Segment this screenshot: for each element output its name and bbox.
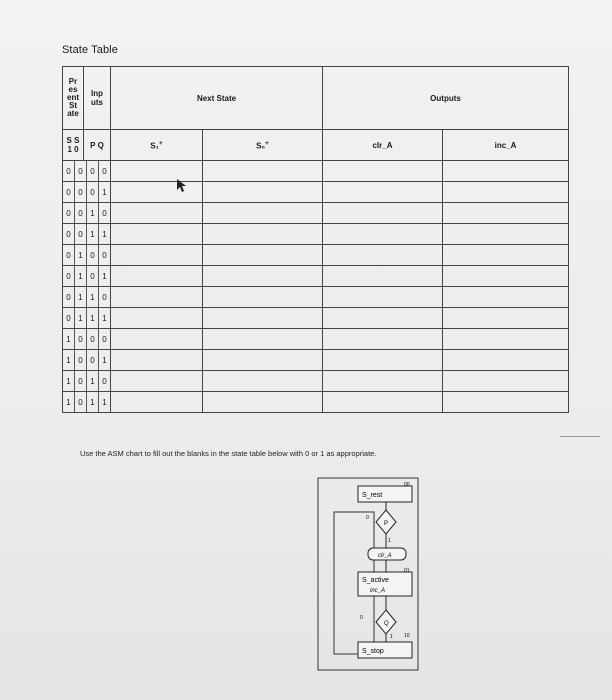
bit-value: 1 xyxy=(87,224,99,244)
bit-value: 0 xyxy=(75,329,87,349)
svg-text:0: 0 xyxy=(360,615,363,621)
svg-text:S_stop: S_stop xyxy=(362,648,384,655)
s0-next-cell[interactable] xyxy=(203,308,323,329)
page-title: State Table xyxy=(62,44,118,56)
state-input-bits xyxy=(63,371,111,392)
bit-value: 0 xyxy=(102,166,107,176)
s1-next-cell[interactable] xyxy=(111,287,203,308)
bit-value: 0 xyxy=(87,182,99,202)
clr-a-cell[interactable] xyxy=(323,203,443,224)
bit-value: 0 xyxy=(102,334,107,344)
s0-next-cell[interactable] xyxy=(203,203,323,224)
clr-a-cell[interactable] xyxy=(323,350,443,371)
s1-next-cell[interactable] xyxy=(111,392,203,413)
svg-text:Q: Q xyxy=(384,621,389,627)
clr-a-cell[interactable] xyxy=(323,266,443,287)
bit-value: 0 xyxy=(63,203,75,223)
bit-value: 0 xyxy=(75,182,87,202)
s0-next-cell[interactable] xyxy=(203,161,323,182)
table-row xyxy=(63,329,569,350)
inc-a-cell[interactable] xyxy=(443,350,569,371)
bit-value: 0 xyxy=(87,266,99,286)
inc-a-cell[interactable] xyxy=(443,308,569,329)
edge-mark xyxy=(560,436,600,441)
svg-text:clr_A: clr_A xyxy=(378,553,392,559)
bit-value: 1 xyxy=(63,329,75,349)
clr-a-header: clr_A xyxy=(323,130,443,161)
clr-a-cell[interactable] xyxy=(323,224,443,245)
inputs-header: Inp uts xyxy=(91,89,103,107)
header-state-inputs xyxy=(63,67,111,130)
mouse-cursor-icon xyxy=(176,178,190,194)
bit-value: 0 xyxy=(63,308,75,328)
outputs-header: Outputs xyxy=(323,67,569,130)
s0-next-cell[interactable] xyxy=(203,182,323,203)
svg-text:01: 01 xyxy=(404,568,410,574)
clr-a-cell[interactable] xyxy=(323,287,443,308)
inc-a-cell[interactable] xyxy=(443,266,569,287)
s0-next-header: S₀+ xyxy=(203,130,323,161)
bit-value: 0 xyxy=(75,371,87,391)
bit-value: 1 xyxy=(102,271,107,281)
state-input-bits xyxy=(63,350,111,371)
s1-next-cell[interactable] xyxy=(111,371,203,392)
s0-next-cell[interactable] xyxy=(203,266,323,287)
inc-a-cell[interactable] xyxy=(443,161,569,182)
inc-a-cell[interactable] xyxy=(443,245,569,266)
bit-value: 0 xyxy=(75,224,87,244)
bit-value: 0 xyxy=(102,376,107,386)
clr-a-cell[interactable] xyxy=(323,161,443,182)
bit-value: 0 xyxy=(87,161,99,181)
s-rest-label: S_rest xyxy=(362,492,383,499)
clr-a-cell[interactable] xyxy=(323,308,443,329)
bit-value: 1 xyxy=(87,308,99,328)
bit-value: 1 xyxy=(75,308,87,328)
bit-value: 0 xyxy=(63,224,75,244)
clr-a-cell[interactable] xyxy=(323,371,443,392)
s1-next-cell[interactable] xyxy=(111,203,203,224)
bit-value: 1 xyxy=(102,313,107,323)
s0-next-cell[interactable] xyxy=(203,329,323,350)
s0-next-cell[interactable] xyxy=(203,245,323,266)
state-input-bits xyxy=(63,182,111,203)
bit-value: 0 xyxy=(75,392,87,412)
clr-a-cell[interactable] xyxy=(323,245,443,266)
s1-next-cell[interactable] xyxy=(111,266,203,287)
svg-text:S_active: S_active xyxy=(362,577,389,584)
inc-a-cell[interactable] xyxy=(443,392,569,413)
bit-value: 1 xyxy=(102,397,107,407)
instructions-text: Use the ASM chart to fill out the blanks in the state table below with 0 or 1 as appropriate. xyxy=(80,449,377,458)
svg-text:P: P xyxy=(384,521,389,527)
bit-value: 0 xyxy=(63,161,75,181)
bit-value: 0 xyxy=(102,292,107,302)
table-row xyxy=(63,161,569,182)
bit-value: 0 xyxy=(63,245,75,265)
s1-next-cell[interactable] xyxy=(111,308,203,329)
svg-text:1: 1 xyxy=(388,538,391,544)
s1-next-cell[interactable] xyxy=(111,224,203,245)
inc-a-cell[interactable] xyxy=(443,182,569,203)
bit-value: 1 xyxy=(102,187,107,197)
bit-value: 0 xyxy=(87,350,99,370)
table-row xyxy=(63,245,569,266)
clr-a-cell[interactable] xyxy=(323,182,443,203)
bit-value: 1 xyxy=(75,287,87,307)
bit-value: 0 xyxy=(75,203,87,223)
state-table xyxy=(62,66,569,413)
state-input-bits xyxy=(63,161,111,182)
inc-a-header: inc_A xyxy=(443,130,569,161)
svg-text:10: 10 xyxy=(404,633,410,639)
present-state-header: Pr es ent St ate xyxy=(63,67,84,129)
state-input-bits xyxy=(63,308,111,329)
next-state-header: Next State xyxy=(111,67,323,130)
state-input-bits xyxy=(63,266,111,287)
table-row xyxy=(63,203,569,224)
s0-next-cell[interactable] xyxy=(203,350,323,371)
inc-a-cell[interactable] xyxy=(443,329,569,350)
bit-value: 1 xyxy=(87,203,99,223)
state-input-bits xyxy=(63,392,111,413)
s1-next-cell[interactable] xyxy=(111,329,203,350)
state-input-bits xyxy=(63,245,111,266)
s1-next-cell[interactable] xyxy=(111,350,203,371)
state-input-bits xyxy=(63,329,111,350)
bit-value: 1 xyxy=(102,355,107,365)
bit-value: 1 xyxy=(75,245,87,265)
svg-text:00: 00 xyxy=(404,482,410,488)
state-input-bits xyxy=(63,287,111,308)
s0-next-cell[interactable] xyxy=(203,392,323,413)
state-input-bits xyxy=(63,224,111,245)
bit-value: 0 xyxy=(63,266,75,286)
clr-a-cell[interactable] xyxy=(323,392,443,413)
table-row xyxy=(63,224,569,245)
state-input-bits xyxy=(63,203,111,224)
s1-next-header: S₁+ xyxy=(111,130,203,161)
bit-value: 0 xyxy=(75,350,87,370)
bit-value: 1 xyxy=(87,287,99,307)
bit-value: 0 xyxy=(102,208,107,218)
s1-next-cell[interactable] xyxy=(111,245,203,266)
table-row xyxy=(63,350,569,371)
inc-a-cell[interactable] xyxy=(443,203,569,224)
bit-value: 0 xyxy=(102,250,107,260)
bit-value: 1 xyxy=(87,371,99,391)
inc-a-cell[interactable] xyxy=(443,224,569,245)
svg-text:1: 1 xyxy=(390,634,393,640)
inc-a-cell[interactable] xyxy=(443,287,569,308)
table-row xyxy=(63,266,569,287)
bit-value: 1 xyxy=(75,266,87,286)
table-row xyxy=(63,287,569,308)
svg-text:0: 0 xyxy=(366,515,369,521)
table-row xyxy=(63,182,569,203)
table-row xyxy=(63,308,569,329)
bit-value: 1 xyxy=(63,392,75,412)
s0-next-cell[interactable] xyxy=(203,287,323,308)
s0-next-cell[interactable] xyxy=(203,224,323,245)
asm-chart xyxy=(300,472,450,672)
bit-value: 1 xyxy=(63,371,75,391)
bit-value: 1 xyxy=(87,392,99,412)
table-row xyxy=(63,371,569,392)
svg-text:inc_A: inc_A xyxy=(370,588,386,594)
table-row xyxy=(63,392,569,413)
clr-a-cell[interactable] xyxy=(323,329,443,350)
bit-value: 1 xyxy=(102,229,107,239)
bit-value: 0 xyxy=(63,182,75,202)
bit-value: 0 xyxy=(87,245,99,265)
s0-next-cell[interactable] xyxy=(203,371,323,392)
bit-value: 1 xyxy=(63,350,75,370)
bit-value: 0 xyxy=(63,287,75,307)
bit-value: 0 xyxy=(75,161,87,181)
bit-label-cell: S S 1 0 P Q xyxy=(63,130,111,161)
bit-value: 0 xyxy=(87,329,99,349)
inc-a-cell[interactable] xyxy=(443,371,569,392)
